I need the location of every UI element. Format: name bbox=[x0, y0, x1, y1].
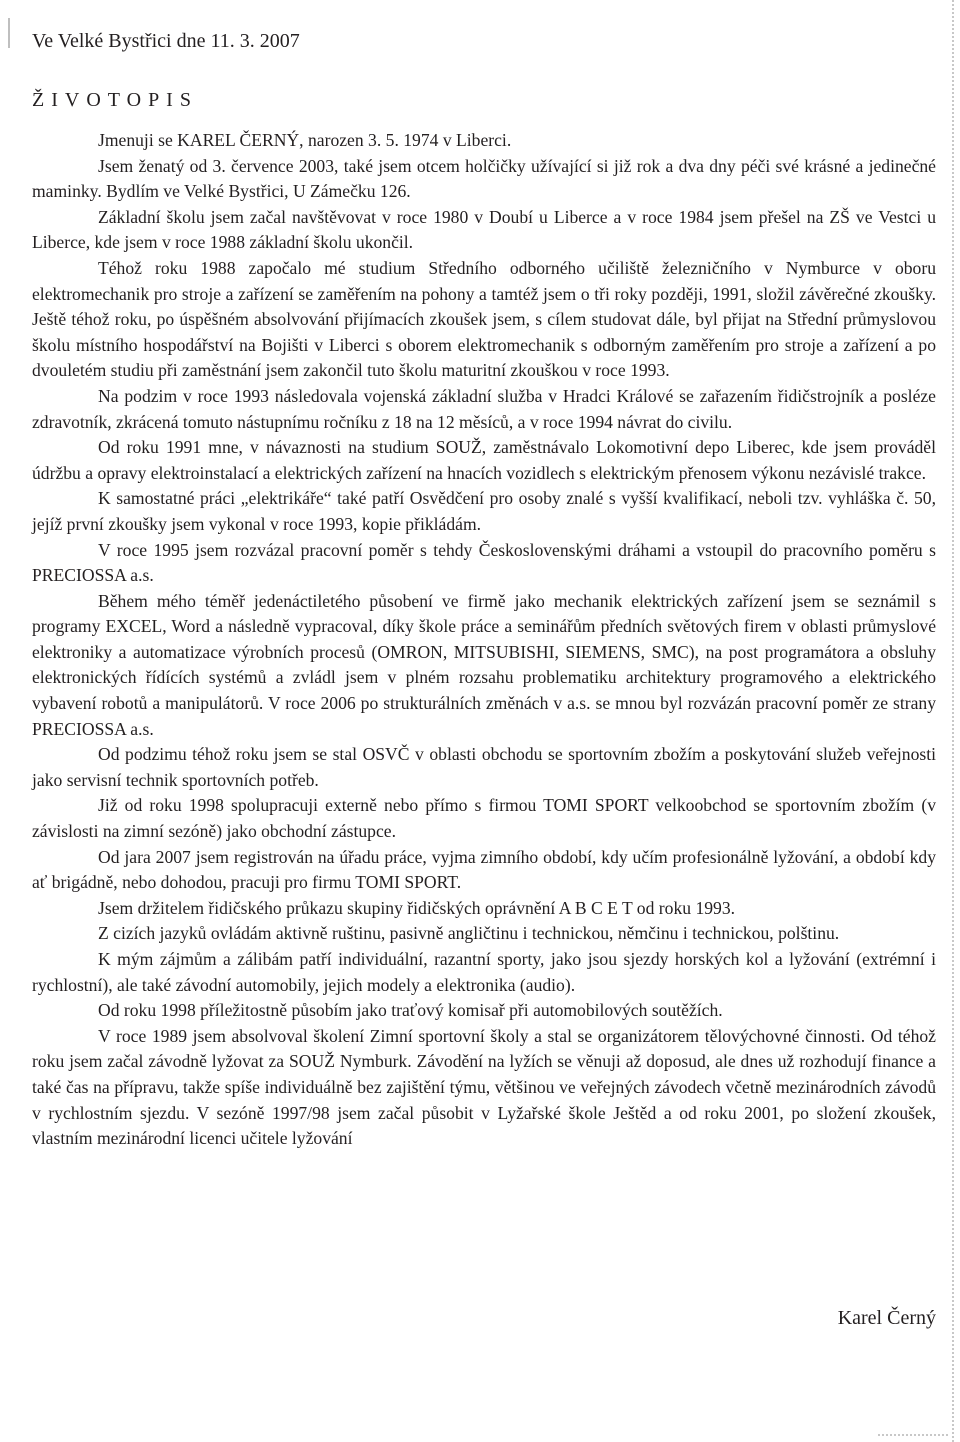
left-margin-rule bbox=[8, 18, 10, 48]
paragraph-primary-school: Základní školu jsem začal navštěvovat v roce 1980 v Doubí u Liberce a v roce 1984 jsem přešel na ZŠ ve Vestci u Liberce, kde jsem v roce 1988 základní školu ukončil. bbox=[32, 206, 936, 253]
paragraph-skiing: V roce 1989 jsem absolvoval školení Zimní sportovní školy a stal se organizátorem tělovýchovné činnosti. Od téhož roku jsem začal závodně lyžovat za SOUŽ Nymburk. Závodění na lyžích se věnuji až doposud, ale dnes už rozhodují finance a také čas na přípravu, takže spíše individuálně bez zajištění týmu, většinou ve veřejných závodech včetně mezinárodních závodů v rychlostním sjezdu. V sezóně 1997/98 jsem začal působit v Lyžařské škole Ještěd a od roku 2001, po složení zkoušek, vlastním mezinárodní licenci učitele lyžování bbox=[32, 1025, 936, 1149]
paragraph-driving-licence: Jsem držitelem řidičského průkazu skupiny řidičských oprávnění A B C E T od roku 1993. bbox=[98, 897, 736, 918]
place-date-line: Ve Velké Bystřici dne 11. 3. 2007 bbox=[32, 30, 300, 52]
bottom-corner-dotted-line bbox=[878, 1434, 948, 1436]
paragraph-osvc: Od podzimu téhož roku jsem se stal OSVČ v oblasti obchodu se sportovním zbožím a poskytování služeb veřejnosti jako servisní technik sportovních potřeb. bbox=[32, 744, 936, 790]
document-title: ŽIVOTOPIS bbox=[32, 89, 198, 111]
paragraph-military-service: Na podzim v roce 1993 následovala vojenská základní služba v Hradci Králové se zařazením řidičstrojník a posléze zdravotník, zkrácená tomuto nástupnímu ročníku z 18 na 12 měsíců, a v roce 1994 návrat do civilu. bbox=[32, 385, 936, 432]
paragraph-hobbies: K mým zájmům a zálibám patří individuální, razantní sporty, jako jsou sjezdy horských kol a lyžování (extrémní i rychlostní), ale také závodní automobily, jejich modely a elektronika (audio). bbox=[32, 949, 936, 995]
document-body bbox=[32, 128, 936, 1152]
paragraph-languages: Z cizích jazyků ovládám aktivně ruštinu, pasivně angličtinu i technickou, němčinu i technickou, polštinu. bbox=[98, 923, 840, 944]
paragraph-locomotive-depot: Od roku 1991 mne, v návaznosti na studium SOUŽ, zaměstnávalo Lokomotivní depo Liberec, kde jsem prováděl údržbu a opravy elektroinstalací a elektrických zařízení na hnacích vozidlech s elektrickým přenosem výkonu nezávislé trakce. bbox=[32, 437, 936, 483]
paragraph-name: Jmenuji se KAREL ČERNÝ, narozen 3. 5. 1974 v Liberci. bbox=[98, 130, 512, 150]
right-edge-dotted-line bbox=[952, 0, 954, 1442]
paragraph-family: Jsem ženatý od 3. července 2003, také jsem otcem holčičky užívající si již rok a dva dny péči své krásné a jedinečné maminky. Bydlím ve Velké Bystřici, U Zámečku 126. bbox=[32, 155, 936, 202]
signature: Karel Černý bbox=[837, 1307, 936, 1329]
paragraph-certification: K samostatné práci „elektrikáře“ také patří Osvědčení pro osoby znalé s vyšší kvalifikací, neboli tzv. vyhláška č. 50, jejíž první zkoušky jsem vykonal v roce 1993, kopie přikládám. bbox=[32, 488, 936, 534]
paragraph-labour-office: Od jara 2007 jsem registrován na úřadu práce, vyjma zimního období, kdy učím profesionálně lyžování, a období kdy ať brigádně, nebo dohodou, pracuji pro firmu TOMI SPORT. bbox=[32, 846, 936, 893]
paragraph-secondary-school: Téhož roku 1988 započalo mé studium Středního odborného učiliště železničního v Nymburce v oboru elektromechanik pro stroje a zařízení se zaměřením na pohony a tamtéž jsem o tři roky později, 1991, složil závěrečné zkoušky. Ještě téhož roku, po úspěšném absolvování přijímacích zkoušek jsem, s cílem studovat dále, byl přijat na Střední průmyslovou školu místního hospodářství na Bojišti v Liberci s oborem elektromechanik s odborným zaměřením pro stroje a zařízení a po dvouletém studiu při zaměstnání jsem zakončil tuto školu maturitní zkouškou v roce 1993. bbox=[32, 257, 936, 381]
paragraph-track-marshal: Od roku 1998 příležitostně působím jako traťový komisař při automobilových soutěžích. bbox=[98, 1000, 723, 1021]
paragraph-preciossa-start: V roce 1995 jsem rozvázal pracovní poměr s tehdy Československými dráhami a vstoupil do pracovního poměru s PRECIOSSA a.s. bbox=[32, 539, 936, 586]
paragraph-preciossa-work: Během mého téměř jedenáctiletého působení ve firmě jako mechanik elektrických zařízení jsem se seznámil s programy EXCEL, Word a následně vypracoval, díky škole práce a seminářům předních světových firem v oblasti průmyslové elektroniky a automatizace výrobních procesů (OMRON, MITSUBISHI, SIEMENS, SMC), na post programátora a obsluhy elektronických řídících systémů a zvládl jsem v plném rozsahu problematiku architektury programového a elektrického vybavení robotů a manipulátorů. V roce 2006 po strukturálních změnách v a.s. se mnou byl rozvázán pracovní poměr ze strany PRECIOSSA a.s. bbox=[32, 590, 936, 739]
paragraph-tomi-sport: Již od roku 1998 spolupracuji externě nebo přímo s firmou TOMI SPORT velkoobchod se sportovním zbožím (v závislosti na zimní sezóně) jako obchodní zástupce. bbox=[32, 795, 936, 842]
